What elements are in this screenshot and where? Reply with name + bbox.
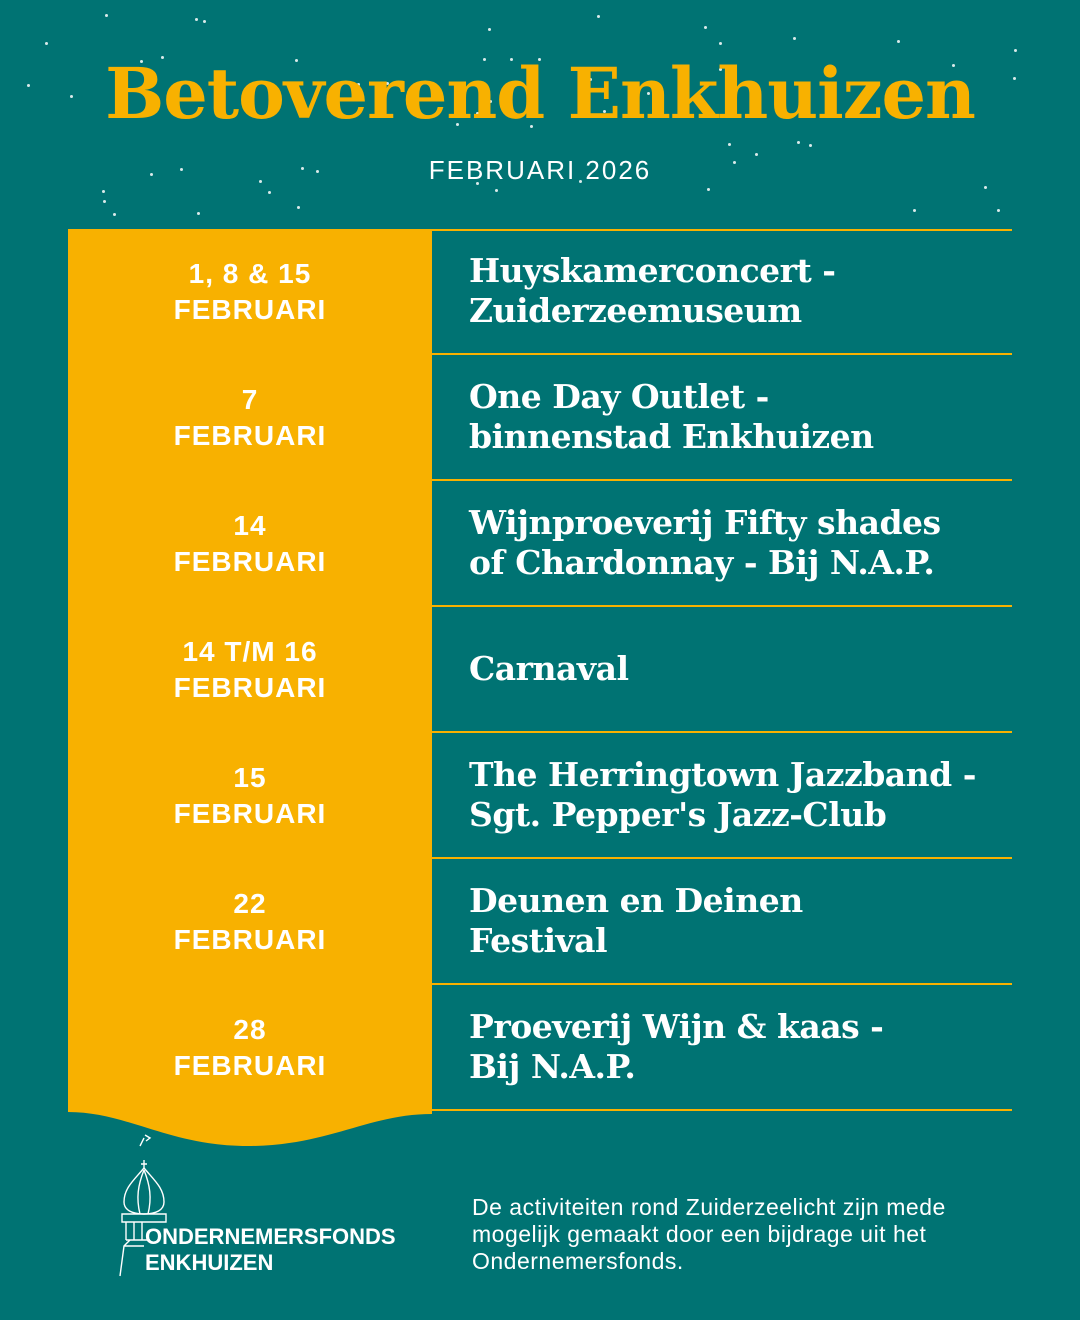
star-icon: [103, 200, 106, 203]
event-title: The Herringtown Jazzband - Sgt. Pepper's Jazz-Club: [469, 755, 976, 834]
event-date-month: FEBRUARI: [173, 672, 327, 703]
event-date-month: FEBRUARI: [173, 420, 327, 451]
event-title-cell: [432, 355, 1012, 481]
event-title-cell: [432, 607, 1012, 733]
event-row: [68, 859, 1012, 985]
star-icon: [297, 206, 300, 209]
event-date: [68, 607, 432, 733]
event-title-cell: [432, 229, 1012, 355]
star-icon: [984, 186, 987, 189]
event-date-day: 7: [241, 384, 259, 415]
logo-line-1: ONDERNEMERSFONDS: [145, 1224, 396, 1249]
event-date: [68, 355, 432, 481]
page-subtitle: FEBRUARI 2026: [428, 155, 652, 185]
event-row: [68, 229, 1012, 355]
star-icon: [195, 18, 198, 21]
event-date: [68, 859, 432, 985]
event-date-month: FEBRUARI: [173, 1050, 327, 1081]
event-title: Wijnproeverij Fifty shades of Chardonnay - Bij N.A.P.: [469, 503, 941, 582]
star-icon: [268, 191, 271, 194]
event-title: Carnaval: [469, 649, 629, 688]
event-date-month: FEBRUARI: [173, 798, 327, 829]
event-title-cell: [432, 733, 1012, 859]
star-icon: [102, 190, 105, 193]
star-icon: [719, 42, 722, 45]
event-date-day: 15: [233, 762, 267, 793]
event-date-day: 14 T/M 16: [182, 636, 318, 667]
star-icon: [113, 213, 116, 216]
star-icon: [203, 20, 206, 23]
event-date-day: 28: [233, 1014, 267, 1045]
event-title: One Day Outlet - binnenstad Enkhuizen: [469, 377, 874, 456]
event-row: [68, 733, 1012, 859]
event-date-month: FEBRUARI: [173, 924, 327, 955]
star-icon: [897, 40, 900, 43]
ondernemersfonds-logo-text: [145, 1224, 396, 1276]
event-row: [68, 985, 1012, 1111]
logo-line-2: ENKHUIZEN: [145, 1250, 274, 1275]
star-icon: [105, 14, 108, 17]
page-title: Betoverend Enkhuizen: [105, 52, 975, 135]
event-date: [68, 481, 432, 607]
sponsor-note: De activiteiten rond Zuiderzeelicht zijn mede mogelijk gemaakt door een bijdrage uit het Ondernemersfonds.: [472, 1194, 946, 1274]
event-date: [68, 985, 432, 1111]
star-icon: [597, 15, 600, 18]
star-icon: [488, 28, 491, 31]
event-title-cell: [432, 859, 1012, 985]
event-title: Proeverij Wijn & kaas - Bij N.A.P.: [469, 1007, 884, 1086]
star-icon: [197, 212, 200, 215]
event-row: [68, 481, 1012, 607]
event-title-cell: [432, 481, 1012, 607]
event-row: [68, 355, 1012, 481]
event-date: [68, 733, 432, 859]
star-icon: [728, 143, 731, 146]
star-icon: [797, 141, 800, 144]
star-icon: [704, 26, 707, 29]
star-icon: [809, 144, 812, 147]
event-title: Huyskamerconcert - Zuiderzeemuseum: [469, 251, 836, 330]
event-row: [68, 607, 1012, 733]
star-icon: [793, 37, 796, 40]
event-date: [68, 229, 432, 355]
star-icon: [997, 209, 1000, 212]
star-icon: [495, 189, 498, 192]
event-date-month: FEBRUARI: [173, 294, 327, 325]
event-date-month: FEBRUARI: [173, 546, 327, 577]
event-date-day: 14: [233, 510, 267, 541]
event-title-cell: [432, 985, 1012, 1111]
star-icon: [45, 42, 48, 45]
event-date-day: 1, 8 & 15: [188, 258, 312, 289]
event-title: Deunen en Deinen Festival: [469, 881, 803, 960]
star-icon: [707, 188, 710, 191]
event-date-day: 22: [233, 888, 267, 919]
star-icon: [913, 209, 916, 212]
